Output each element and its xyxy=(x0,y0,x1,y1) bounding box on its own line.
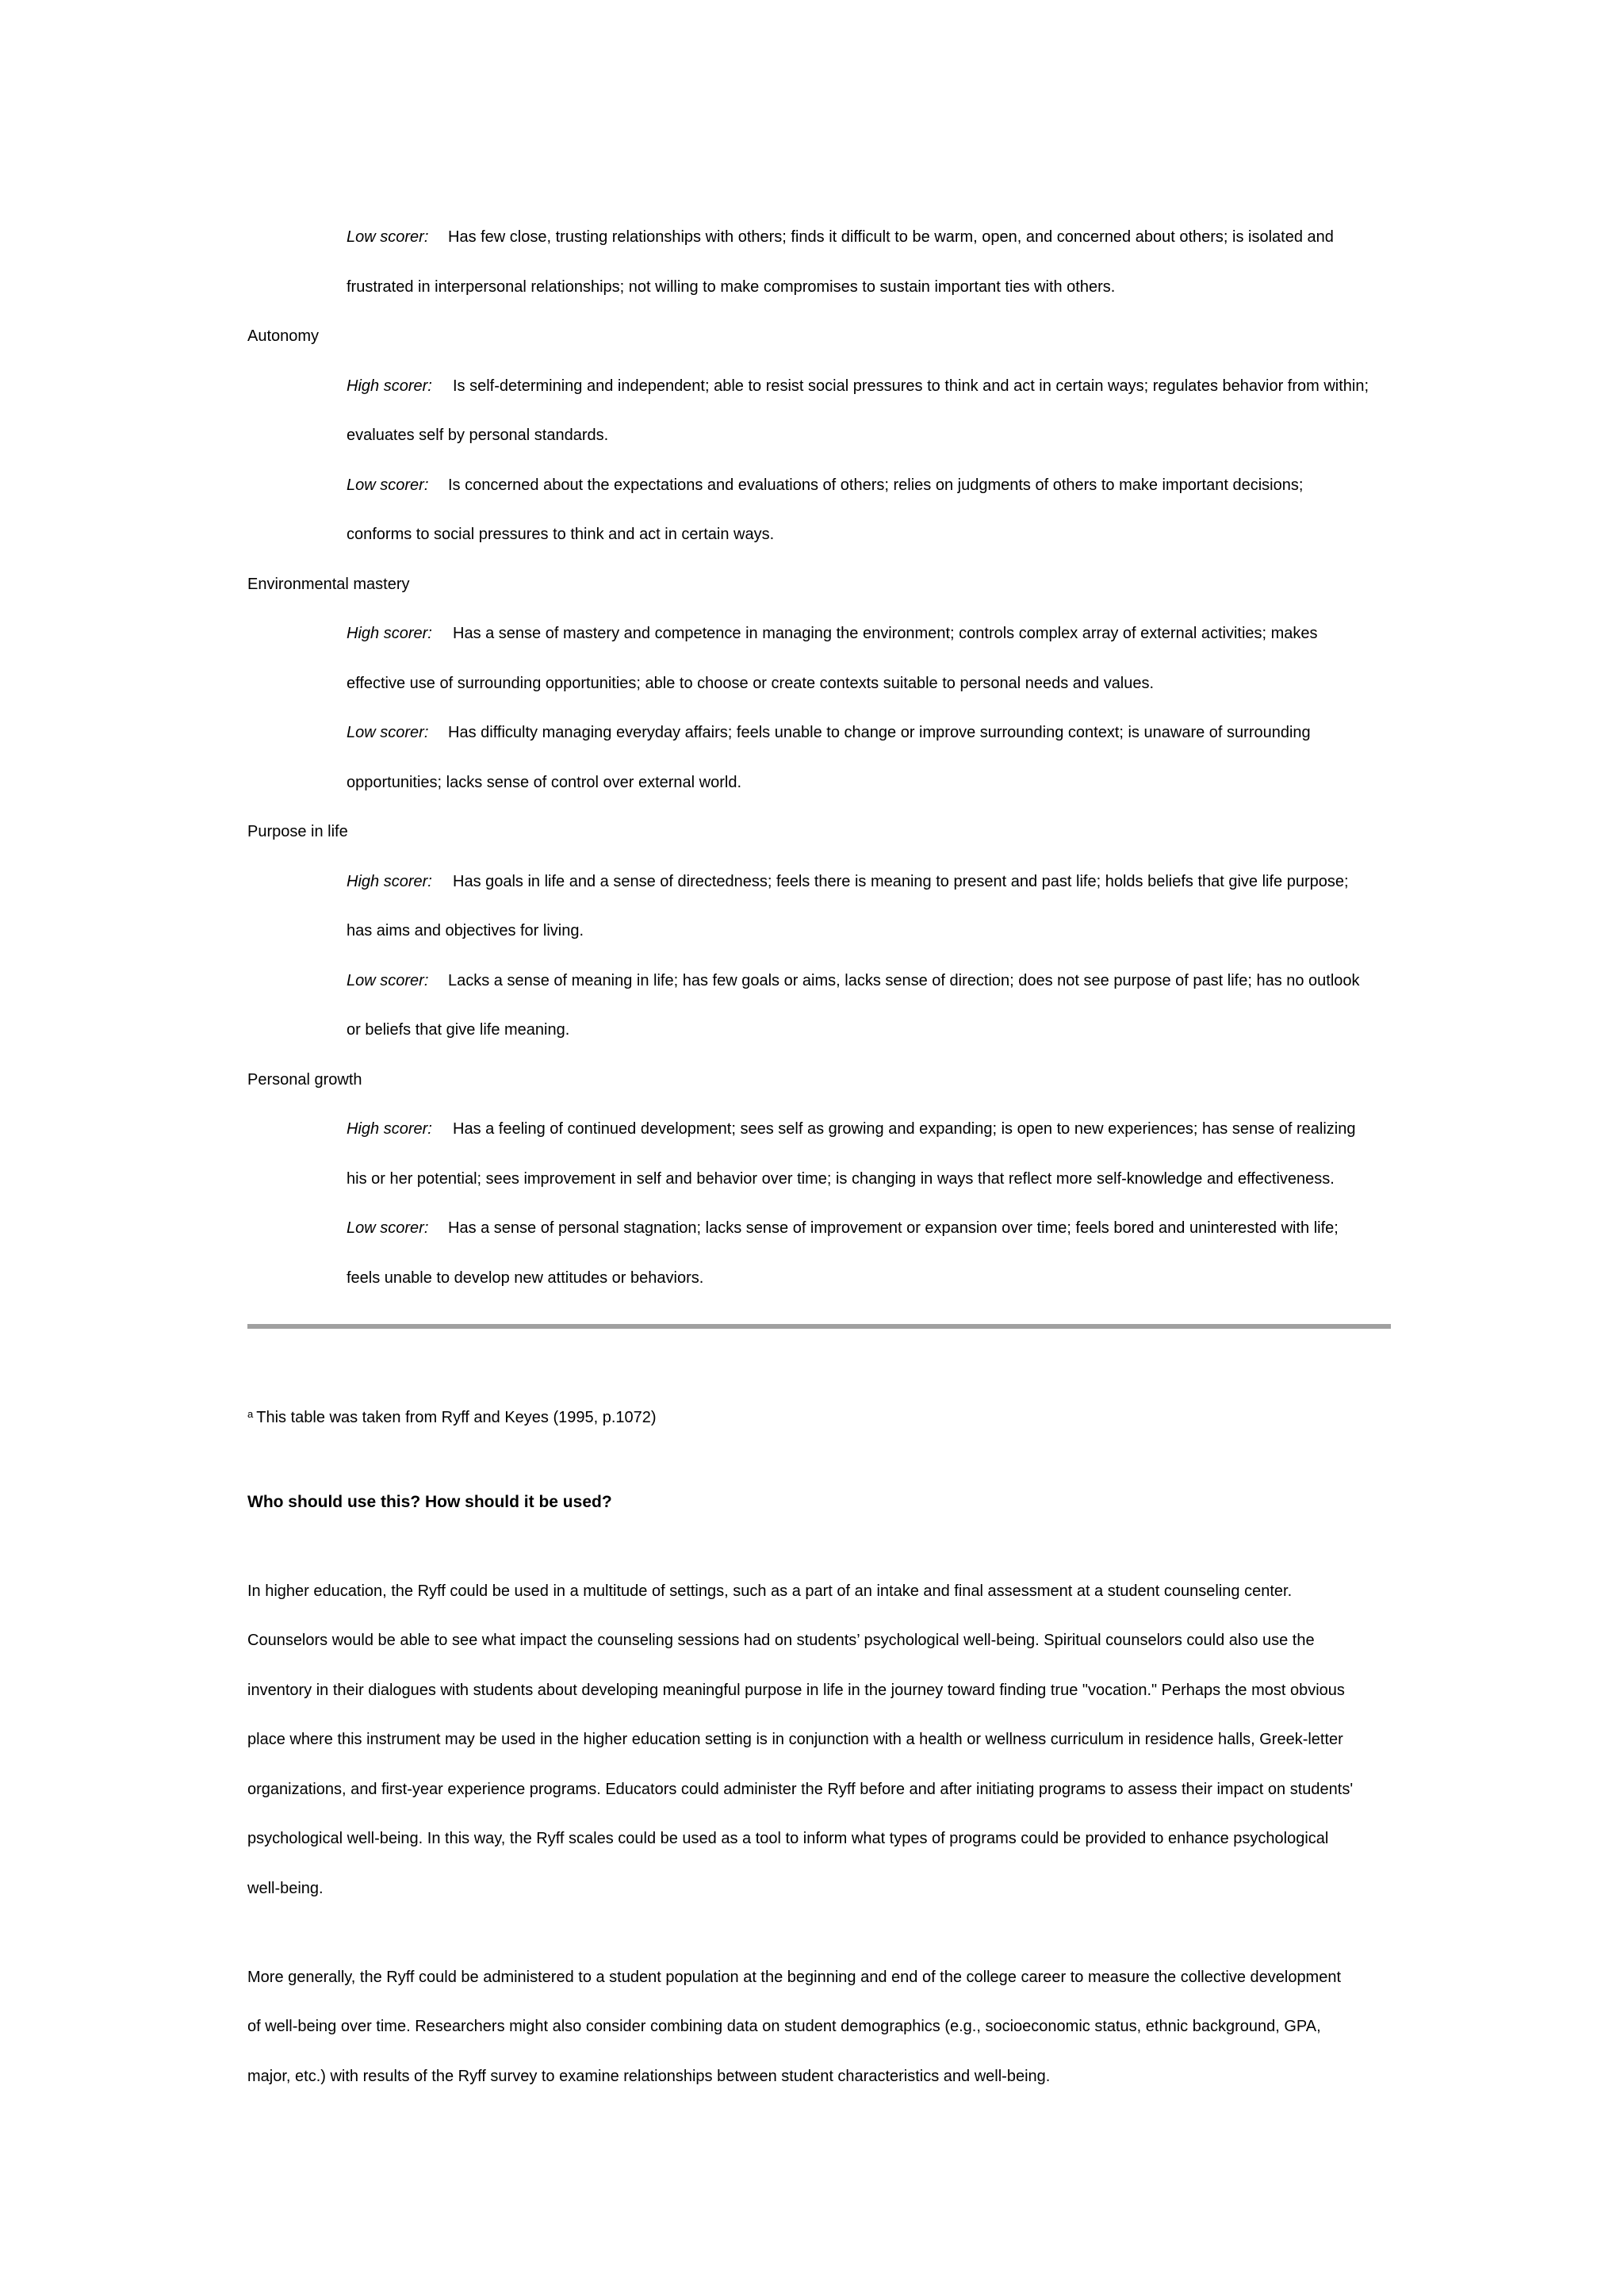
scorer-description: Has difficulty managing everyday affairs; feels unable to change or improve surrounding context; is unaware of surrounding xyxy=(448,724,1311,741)
table-row xyxy=(347,475,1303,496)
paragraph-line: inventory in their dialogues with students about developing meaningful purpose in life in the journey toward finding true "vocation." Perhaps the most obvious xyxy=(247,1682,1345,1699)
scorer-label: Low scorer: xyxy=(347,972,429,989)
footnote-text: This table was taken from Ryff and Keyes (1995, p.1072) xyxy=(256,1409,657,1426)
section-heading: Who should use this? How should it be used? xyxy=(247,1493,612,1511)
scorer-label: Low scorer: xyxy=(347,228,429,246)
table-row xyxy=(347,871,1349,892)
paragraph-line: place where this instrument may be used in the higher education setting is in conjunction with a health or wellness curriculum in residence halls, Greek-letter xyxy=(247,1731,1343,1748)
scorer-description: Has a feeling of continued development; sees self as growing and expanding; is open to new experiences; has sense of realizing xyxy=(453,1120,1356,1138)
scorer-label: High scorer: xyxy=(347,1120,432,1138)
dimension-heading: Environmental mastery xyxy=(247,576,410,593)
scorer-description: Has goals in life and a sense of directedness; feels there is meaning to present and past life; holds beliefs that give life purpose; xyxy=(453,873,1349,890)
paragraph-line: of well-being over time. Researchers might also consider combining data on student demographics (e.g., socioeconomic status, ethnic background, GPA, xyxy=(247,2018,1321,2035)
paragraph-line: In higher education, the Ryff could be used in a multitude of settings, such as a part of an intake and final assessment at a student counseling center. xyxy=(247,1582,1293,1600)
scorer-description: Has a sense of personal stagnation; lacks sense of improvement or expansion over time; feels bored and uninterested with life; xyxy=(448,1219,1339,1237)
dimension-heading: Autonomy xyxy=(247,327,320,345)
scorer-description: feels unable to develop new attitudes or behaviors. xyxy=(347,1269,704,1287)
paragraph-line: organizations, and first-year experience programs. Educators could administer the Ryff before and after initiating programs to assess their impact on students' xyxy=(247,1781,1354,1798)
paragraph-line: Counselors would be able to see what impact the counseling sessions had on students’ psychological well-being. Spiritual counselors could also use the xyxy=(247,1632,1315,1649)
footnote-marker: a xyxy=(247,1408,254,1420)
scorer-description: has aims and objectives for living. xyxy=(347,922,584,939)
table-row xyxy=(347,920,584,941)
table-footnote xyxy=(247,1404,657,1428)
table-row xyxy=(347,722,1311,743)
scorer-label: Low scorer: xyxy=(347,1219,429,1237)
scorer-description: frustrated in interpersonal relationships; not willing to make compromises to sustain important ties with others. xyxy=(347,278,1116,296)
scorer-description: Is concerned about the expectations and evaluations of others; relies on judgments of others to make important decisions; xyxy=(448,476,1304,494)
table-row xyxy=(347,1020,569,1040)
scorer-description: conforms to social pressures to think and act in certain ways. xyxy=(347,526,775,543)
scorer-label: Low scorer: xyxy=(347,724,429,741)
table-row xyxy=(347,1268,703,1288)
table-row xyxy=(347,623,1318,644)
table-row xyxy=(347,772,741,793)
paragraph-line: More generally, the Ryff could be administered to a student population at the beginning and end of the college career to measure the collective development xyxy=(247,1969,1342,1986)
table-row xyxy=(347,673,1154,694)
scorer-description: Has few close, trusting relationships with others; finds it difficult to be warm, open, and concerned about others; is isolated and xyxy=(448,228,1334,246)
scorer-label: Low scorer: xyxy=(347,476,429,494)
table-row xyxy=(347,376,1369,396)
paragraph-line: major, etc.) with results of the Ryff survey to examine relationships between student characteristics and well-being. xyxy=(247,2068,1051,2085)
table-row xyxy=(347,1169,1335,1189)
scorer-description: Is self-determining and independent; able to resist social pressures to think and act in certain ways; regulates behavior from within; xyxy=(453,377,1369,395)
scorer-label: High scorer: xyxy=(347,873,432,890)
table-row xyxy=(347,970,1360,991)
scorer-description: effective use of surrounding opportunities; able to choose or create contexts suitable to personal needs and values. xyxy=(347,675,1155,692)
dimension-heading: Personal growth xyxy=(247,1071,362,1089)
table-row xyxy=(347,1119,1356,1139)
scorer-description: evaluates self by personal standards. xyxy=(347,427,609,444)
scorer-description: or beliefs that give life meaning. xyxy=(347,1021,570,1039)
scorer-description: his or her potential; sees improvement in self and behavior over time; is changing in ways that reflect more self-knowledge and effectiveness. xyxy=(347,1170,1335,1188)
scorer-description: Lacks a sense of meaning in life; has few goals or aims, lacks sense of direction; does not see purpose of past life; has no outlook xyxy=(448,972,1360,989)
scorer-description: Has a sense of mastery and competence in managing the environment; controls complex array of external activities; makes xyxy=(453,625,1318,642)
table-bottom-rule xyxy=(247,1324,1391,1329)
scorer-label: High scorer: xyxy=(347,625,432,642)
dimension-heading: Purpose in life xyxy=(247,823,348,840)
scorer-label: High scorer: xyxy=(347,377,432,395)
table-row xyxy=(347,425,608,446)
table-row xyxy=(347,277,1115,297)
paragraph-line: well-being. xyxy=(247,1880,324,1897)
table-row xyxy=(347,1218,1339,1238)
paragraph-line: psychological well-being. In this way, the Ryff scales could be used as a tool to inform what types of programs could be provided to enhance psychological xyxy=(247,1830,1329,1847)
table-row xyxy=(347,524,774,545)
table-row xyxy=(347,227,1334,247)
scorer-description: opportunities; lacks sense of control over external world. xyxy=(347,774,742,791)
